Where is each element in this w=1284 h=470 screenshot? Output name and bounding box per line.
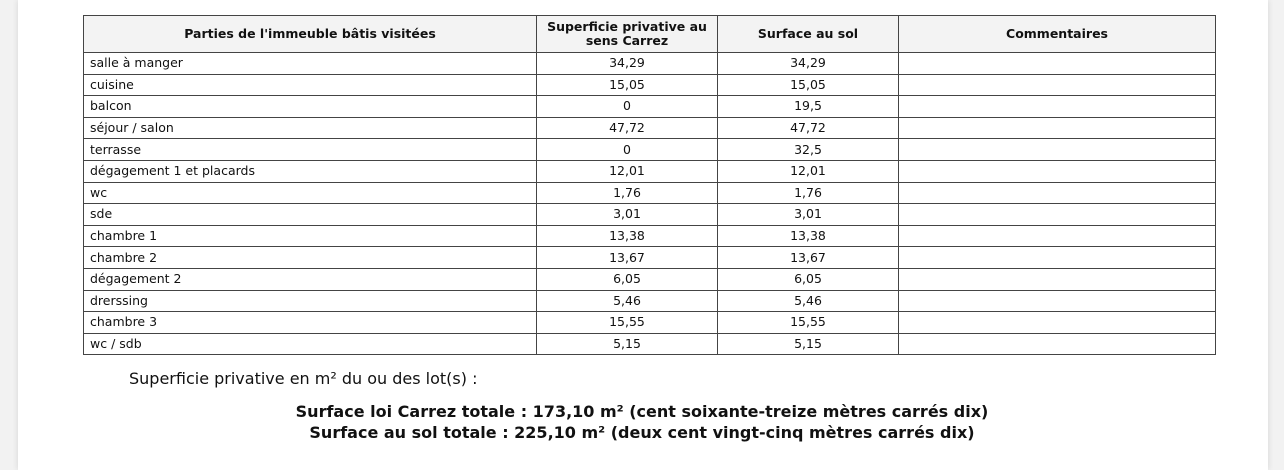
header-carrez: Superficie privative au sens Carrez [537, 16, 718, 53]
cell-carrez: 12,01 [537, 160, 718, 182]
table-row [84, 333, 1216, 355]
cell-comment [899, 225, 1216, 247]
table-row [84, 247, 1216, 269]
cell-carrez: 0 [537, 139, 718, 161]
cell-sol: 5,15 [718, 333, 899, 355]
cell-carrez: 3,01 [537, 204, 718, 226]
carrez-total: Surface loi Carrez totale : 173,10 m² (cent soixante-treize mètres carrés dix) [295, 402, 989, 421]
cell-room: chambre 1 [84, 225, 537, 247]
cell-sol: 5,46 [718, 290, 899, 312]
cell-room: chambre 2 [84, 247, 537, 269]
table-row [84, 225, 1216, 247]
cell-room: wc / sdb [84, 333, 537, 355]
cell-room: wc [84, 182, 537, 204]
superficie-label: Superficie privative en m² du ou des lot(s) : [129, 369, 478, 388]
cell-sol: 1,76 [718, 182, 899, 204]
cell-comment [899, 96, 1216, 118]
cell-room: dégagement 1 et placards [84, 160, 537, 182]
table-row [84, 117, 1216, 139]
cell-sol: 3,01 [718, 204, 899, 226]
table-row [84, 74, 1216, 96]
cell-carrez: 34,29 [537, 53, 718, 75]
cell-sol: 13,38 [718, 225, 899, 247]
cell-room: balcon [84, 96, 537, 118]
sol-total: Surface au sol totale : 225,10 m² (deux cent vingt-cinq mètres carrés dix) [309, 423, 975, 442]
table-row [84, 312, 1216, 334]
cell-carrez: 15,55 [537, 312, 718, 334]
cell-sol: 19,5 [718, 96, 899, 118]
header-parties: Parties de l'immeuble bâtis visitées [84, 16, 537, 53]
cell-sol: 15,05 [718, 74, 899, 96]
cell-carrez: 1,76 [537, 182, 718, 204]
cell-comment [899, 290, 1216, 312]
header-surface-sol: Surface au sol [718, 16, 899, 53]
cell-carrez: 6,05 [537, 268, 718, 290]
cell-room: chambre 3 [84, 312, 537, 334]
table-row [84, 96, 1216, 118]
cell-carrez: 15,05 [537, 74, 718, 96]
cell-sol: 34,29 [718, 53, 899, 75]
cell-sol: 13,67 [718, 247, 899, 269]
cell-comment [899, 333, 1216, 355]
cell-carrez: 13,67 [537, 247, 718, 269]
cell-carrez: 5,15 [537, 333, 718, 355]
cell-room: cuisine [84, 74, 537, 96]
cell-room: salle à manger [84, 53, 537, 75]
cell-carrez: 47,72 [537, 117, 718, 139]
cell-room: dégagement 2 [84, 268, 537, 290]
cell-room: drerssing [84, 290, 537, 312]
cell-sol: 6,05 [718, 268, 899, 290]
cell-carrez: 0 [537, 96, 718, 118]
cell-comment [899, 312, 1216, 334]
header-commentaires: Commentaires [899, 16, 1216, 53]
table-row [84, 139, 1216, 161]
cell-comment [899, 139, 1216, 161]
cell-comment [899, 268, 1216, 290]
cell-sol: 15,55 [718, 312, 899, 334]
cell-comment [899, 204, 1216, 226]
table-row [84, 182, 1216, 204]
cell-comment [899, 160, 1216, 182]
cell-room: terrasse [84, 139, 537, 161]
table-row [84, 290, 1216, 312]
table-row [84, 160, 1216, 182]
cell-room: séjour / salon [84, 117, 537, 139]
cell-sol: 12,01 [718, 160, 899, 182]
cell-comment [899, 117, 1216, 139]
cell-room: sde [84, 204, 537, 226]
cell-carrez: 5,46 [537, 290, 718, 312]
table-row [84, 53, 1216, 75]
cell-sol: 32,5 [718, 139, 899, 161]
cell-sol: 47,72 [718, 117, 899, 139]
cell-comment [899, 247, 1216, 269]
cell-carrez: 13,38 [537, 225, 718, 247]
cell-comment [899, 182, 1216, 204]
cell-comment [899, 53, 1216, 75]
cell-comment [899, 74, 1216, 96]
surface-table [83, 15, 1216, 355]
table-row [84, 268, 1216, 290]
table-row [84, 204, 1216, 226]
table-header-row [84, 16, 1216, 53]
